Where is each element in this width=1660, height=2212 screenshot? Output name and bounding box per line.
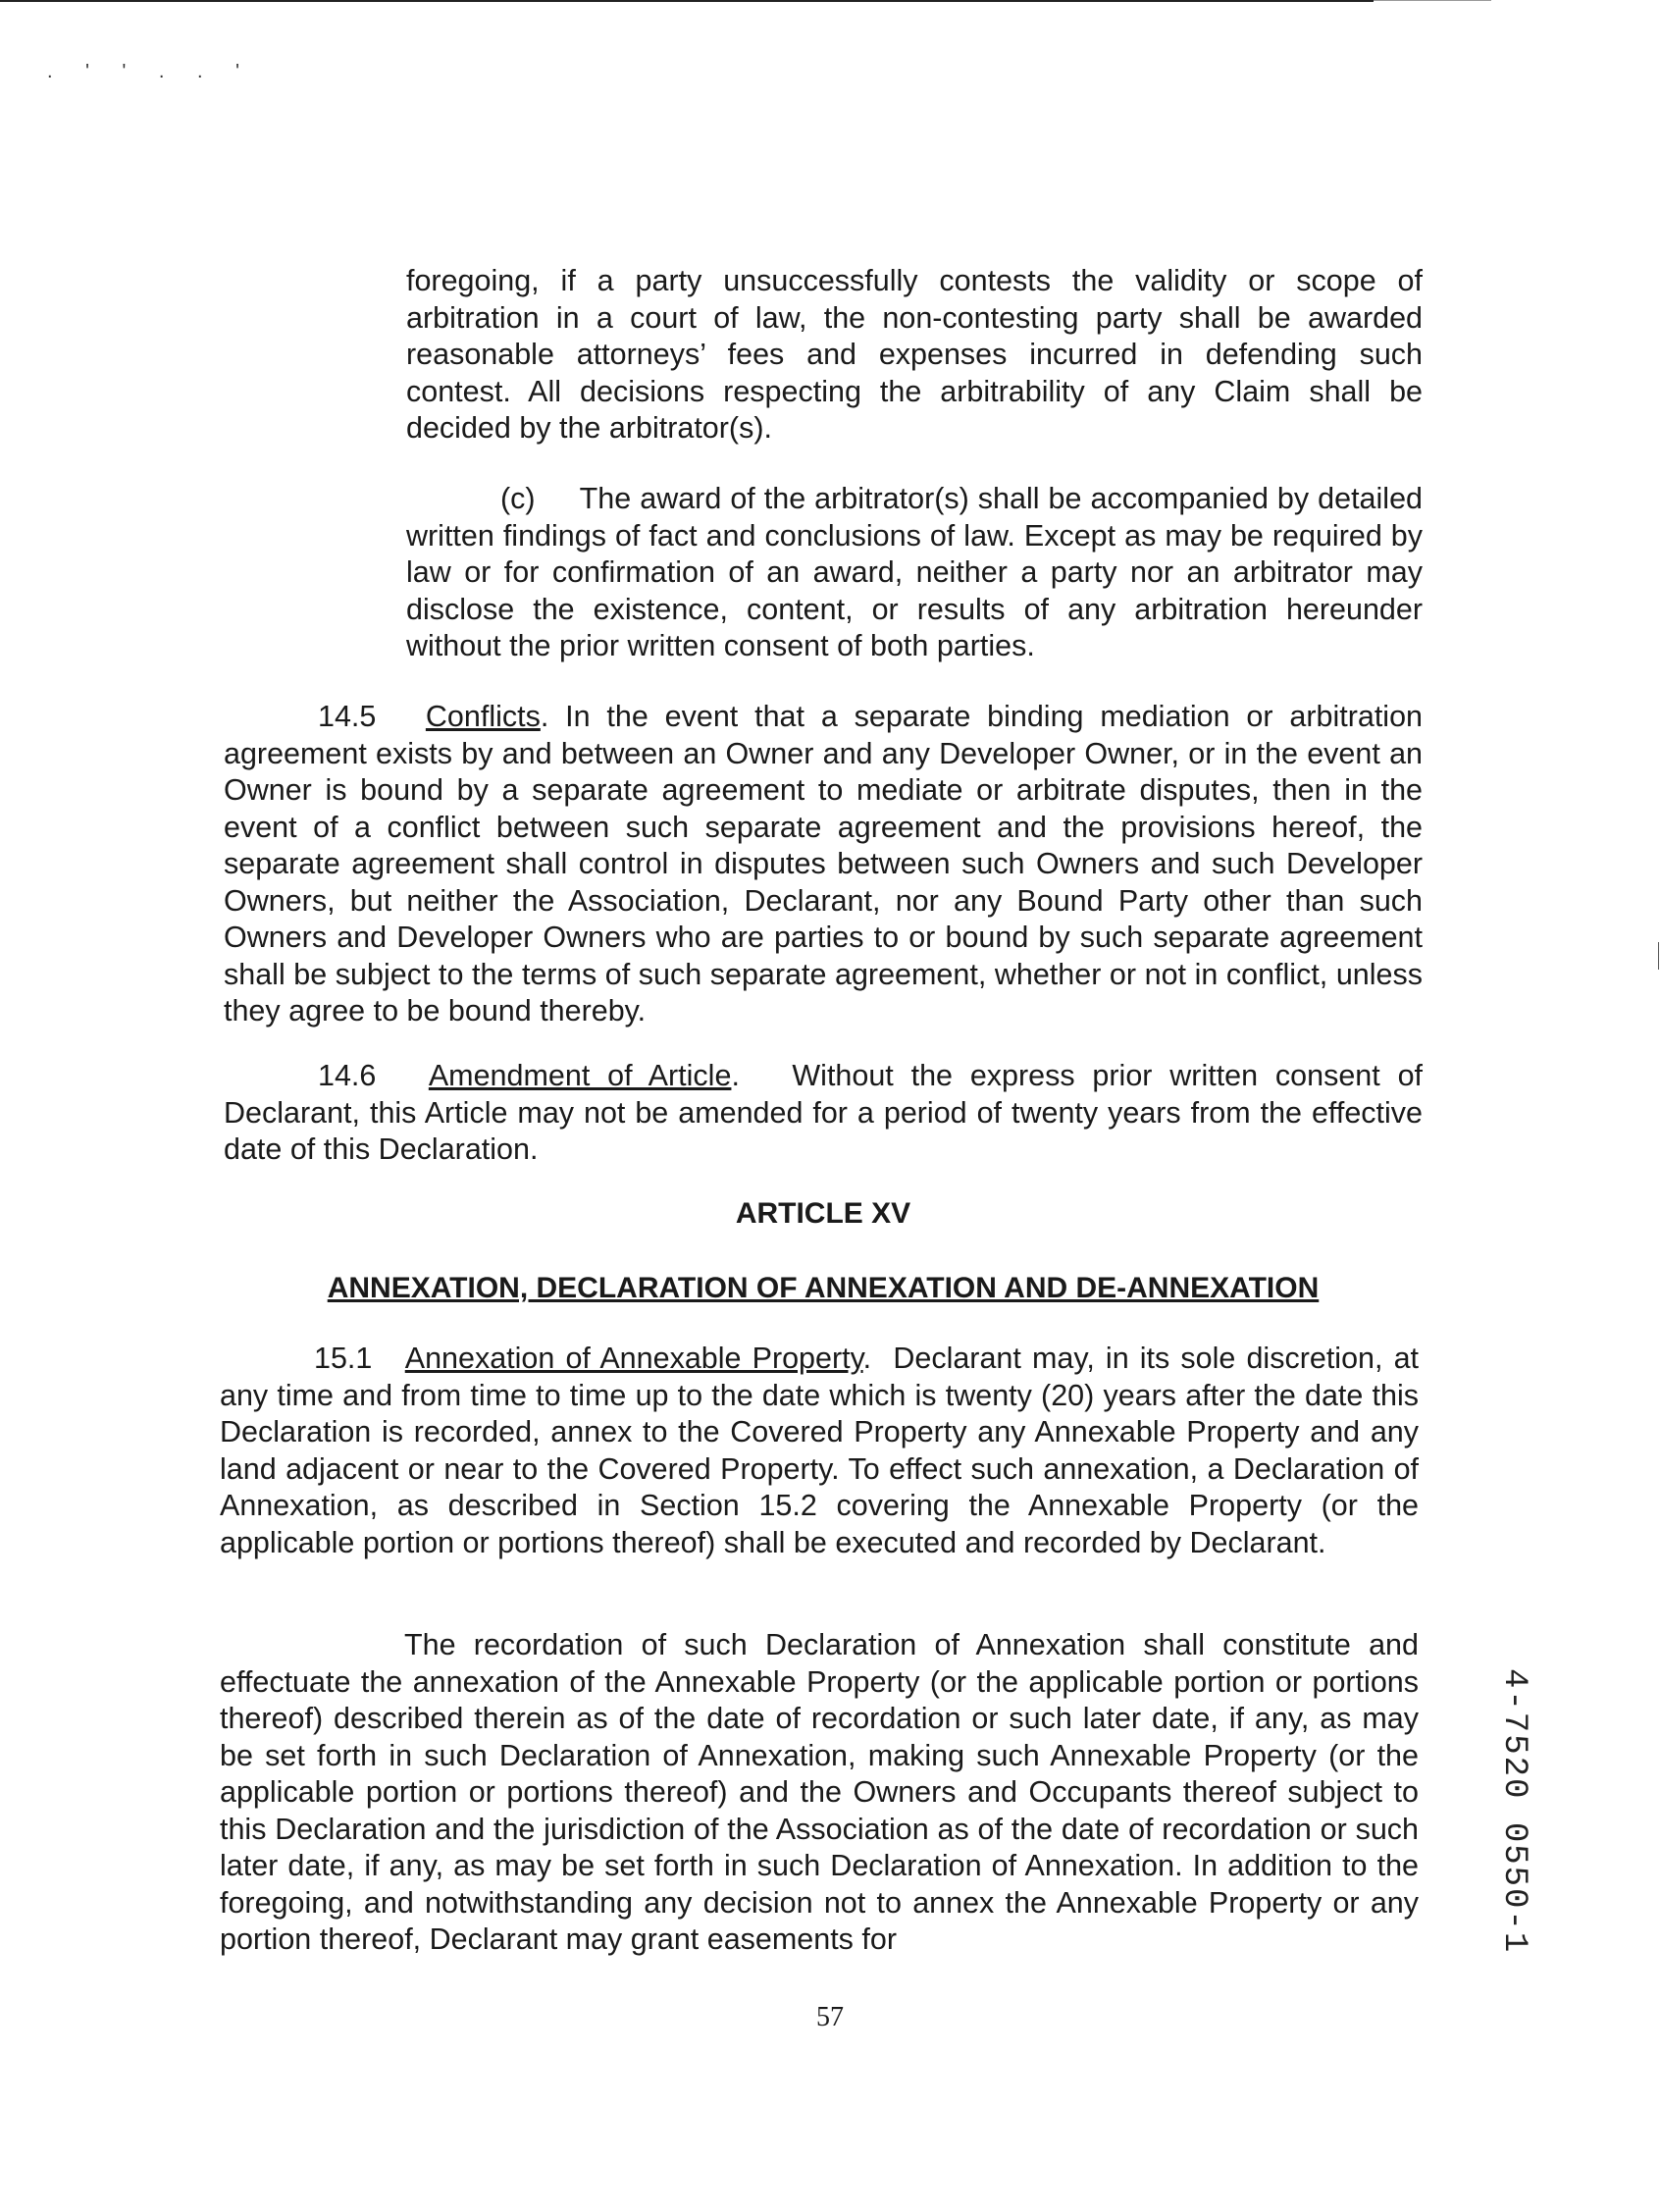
section-15-1-number: 15.1: [314, 1342, 373, 1375]
section-15-1-text: Declarant may, in its sole discretion, at any time and from time to time up to the date which is twenty (20) years after the date this Declaration is recorded, annex to the Covered Property any Annexable Property and any land adjacent or near to the Covered Property. To effect such annexation, a Declaration of Annexation, as described in Section 15.2 covering the Annexable Property (or the applicable portion or portions thereof) shall be executed and recorded by Declarant.: [220, 1342, 1420, 1559]
top-border-line-faint: [1374, 0, 1491, 1]
section-14-6-title: Amendment of Article: [428, 1059, 732, 1092]
section-14-6: 14.6 Amendment of Article. Without the express prior written consent of Declarant, this Article may not be amended for a period of twenty years from the effective date of this Declaration.: [224, 1059, 1424, 1166]
section-14-5-text: In the event that a separate binding mediation or arbitration agreement exists by and between an Owner and any Developer Owner, or in the event an Owner is bound by a separate agreement to mediate or arbitrate disputes, then in the event of a conflict between such separate agreement and the provisions hereof, the separate agreement shall control in disputes between such Owners and such Developer Owners, but neither the Association, Declarant, nor any Bound Party other than such Owners and Developer Owners who are parties to or bound by such separate agreement shall be subject to the terms of such separate agreement, whether or not in conflict, unless they agree to be bound thereby.: [224, 700, 1424, 1027]
subsection-c: [406, 481, 1423, 665]
recordation-paragraph: The recordation of such Declaration of Annexation shall constitute and effectuate the annexation of the Annexable Property (or the applicable portion or portions thereof) described therein as of the date of recordation or such later date, if any, as may be set forth in such Declaration of Annexation, making such Annexable Property (or the applicable portion or portions thereof) and the Owners and Occupants thereof subject to this Declaration and the jurisdiction of the Association as of the date of recordation or such later date, if any, as may be set forth in such Declaration of Annexation. In addition to the foregoing, and notwithstanding any decision not to annex the Annexable Property or any portion thereof, Declarant may grant easements for: [220, 1628, 1419, 1956]
article-title: ANNEXATION, DECLARATION OF ANNEXATION AND DE-ANNEXATION: [327, 1272, 1320, 1304]
subsection-c-text: The award of the arbitrator(s) shall be accompanied by detailed written findings of fact and conclusions of law. Except as may be required by law or for confirmation of an award, neither a party nor an arbitrator may disclose the existence, content, or results of any arbitration hereunder without the prior written consent of both parties.: [406, 482, 1423, 662]
section-15-1: 15.1 Annexation of Annexable Property. Declarant may, in its sole discretion, at any time and from time to time up to the date which is twenty (20) years after the date this Declaration is recorded, annex to the Covered Property any Annexable Property and any land adjacent or near to the Covered Property. To effect such annexation, a Declaration of Annexation, as described in Section 15.2 covering the Annexable Property (or the applicable portion or portions thereof) shall be executed and recorded by Declarant.: [220, 1342, 1420, 1559]
section-14-5: 14.5 Conflicts. In the event that a separate binding mediation or arbitration agreement exists by and between an Owner and any Developer Owner, or in the event an Owner is bound by a separate agreement to mediate or arbitrate disputes, then in the event of a conflict between such separate agreement and the provisions hereof, the separate agreement shall control in disputes between such Owners and such Developer Owners, but neither the Association, Declarant, nor any Bound Party other than such Owners and Developer Owners who are parties to or bound by such separate agreement shall be subject to the terms of such separate agreement, whether or not in conflict, unless they agree to be bound thereby.: [224, 700, 1424, 1027]
top-border-line: [0, 0, 1374, 2]
section-15-1-title: Annexation of Annexable Property: [404, 1342, 863, 1375]
scan-edge-mark: [1658, 942, 1659, 970]
page-number: 57: [816, 2002, 844, 2032]
side-stamp: 4-7520 0550-1: [1495, 1668, 1532, 1955]
scan-specks: . ' ' . . ': [47, 61, 253, 82]
article-heading: ARTICLE XV: [735, 1197, 911, 1230]
section-14-5-title: Conflicts: [425, 700, 541, 733]
subsection-c-label: (c): [500, 482, 536, 515]
section-14-6-number: 14.6: [318, 1059, 377, 1092]
section-14-6-text: Without the express prior written consent of Declarant, this Article may not be amended for a period of twenty years from the effective date of this Declaration.: [224, 1059, 1424, 1166]
section-14-5-number: 14.5: [318, 700, 377, 733]
intro-paragraph: foregoing, if a party unsuccessfully contests the validity or scope of arbitration in a court of law, the non-contesting party shall be awarded reasonable attorneys’ fees and expenses incurred in defending such contest. All decisions respecting the arbitrability of any Claim shall be decided by the arbitrator(s).: [406, 264, 1423, 445]
